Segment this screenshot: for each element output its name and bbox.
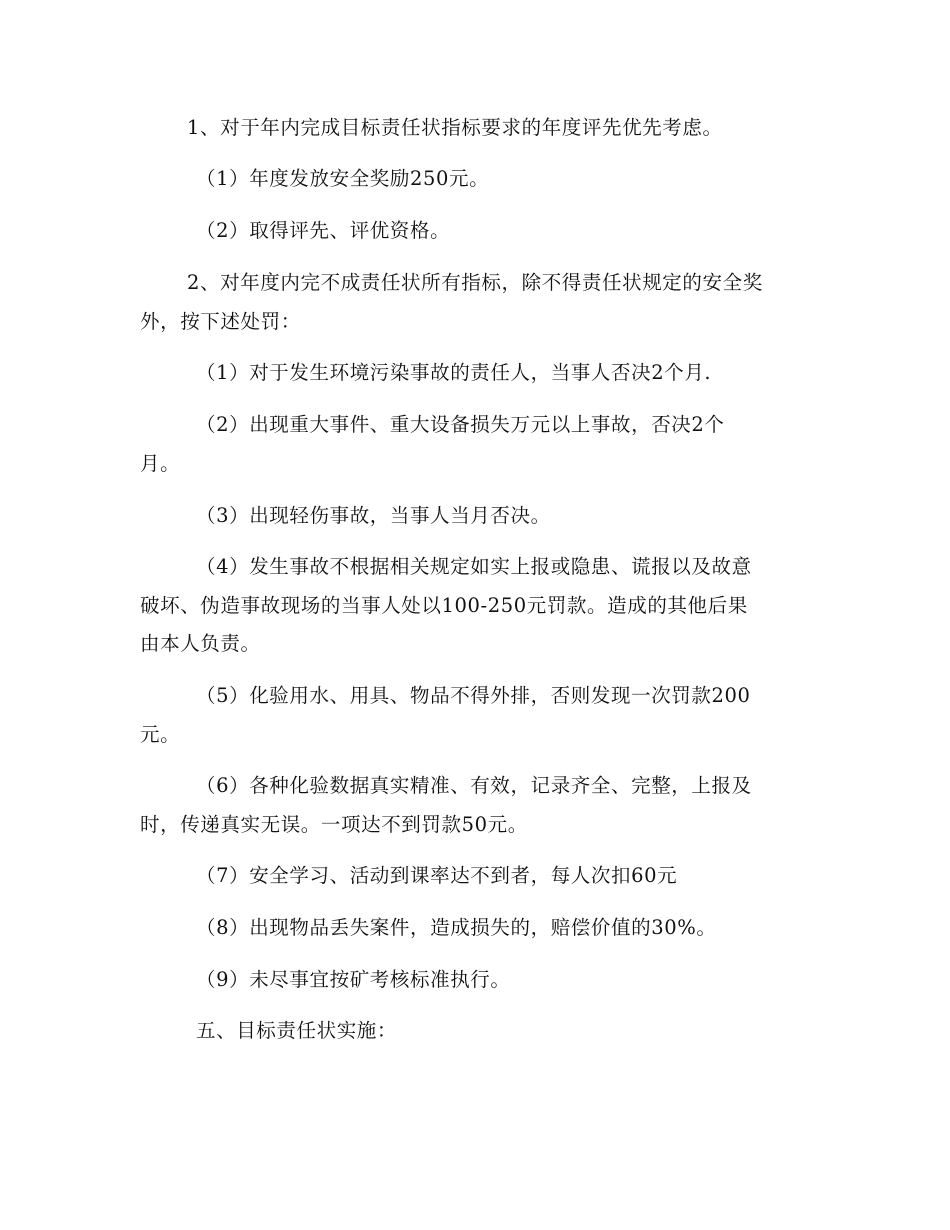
text-line: （5）化验用水、用具、物品不得外排，否则发现一次罚款200 xyxy=(196,684,751,707)
text-line: （7）安全学习、活动到课率达不到者，每人次扣60元 xyxy=(196,864,678,887)
text-line: 月。 xyxy=(140,452,181,475)
text-line: 时，传递真实无误。一项达不到罚款50元。 xyxy=(140,813,528,836)
text-line: 2、对年度内完不成责任状所有指标，除不得责任状规定的安全奖 xyxy=(187,271,763,294)
text-line: （1）年度发放安全奖励250元。 xyxy=(196,167,490,190)
text-line: （6）各种化验数据真实精准、有效，记录齐全、完整，上报及 xyxy=(196,774,752,797)
text-line: （8）出现物品丢失案件，造成损失的，赔偿价值的30%。 xyxy=(196,916,717,939)
text-line: （4）发生事故不根据相关规定如实上报或隐患、谎报以及故意 xyxy=(196,555,752,578)
text-line: （3）出现轻伤事故，当事人当月否决。 xyxy=(196,504,551,527)
section-heading: 五、目标责任状实施： xyxy=(196,1019,398,1042)
text-line: 外，按下述处罚： xyxy=(140,310,301,333)
text-line: 破坏、伪造事故现场的当事人处以100-250元罚款。造成的其他后果 xyxy=(140,594,748,617)
text-line: （2）出现重大事件、重大设备损失万元以上事故，否决2个 xyxy=(196,413,725,436)
text-line: 1、对于年内完成目标责任状指标要求的年度评先优先考虑。 xyxy=(187,116,723,139)
text-line: 元。 xyxy=(140,723,181,746)
text-line: （9）未尽事宜按矿考核标准执行。 xyxy=(196,968,511,991)
text-line: 由本人负责。 xyxy=(140,632,261,655)
text-line: （2）取得评先、评优资格。 xyxy=(196,219,451,242)
text-line: （1）对于发生环境污染事故的责任人，当事人否决2个月. xyxy=(196,361,712,384)
